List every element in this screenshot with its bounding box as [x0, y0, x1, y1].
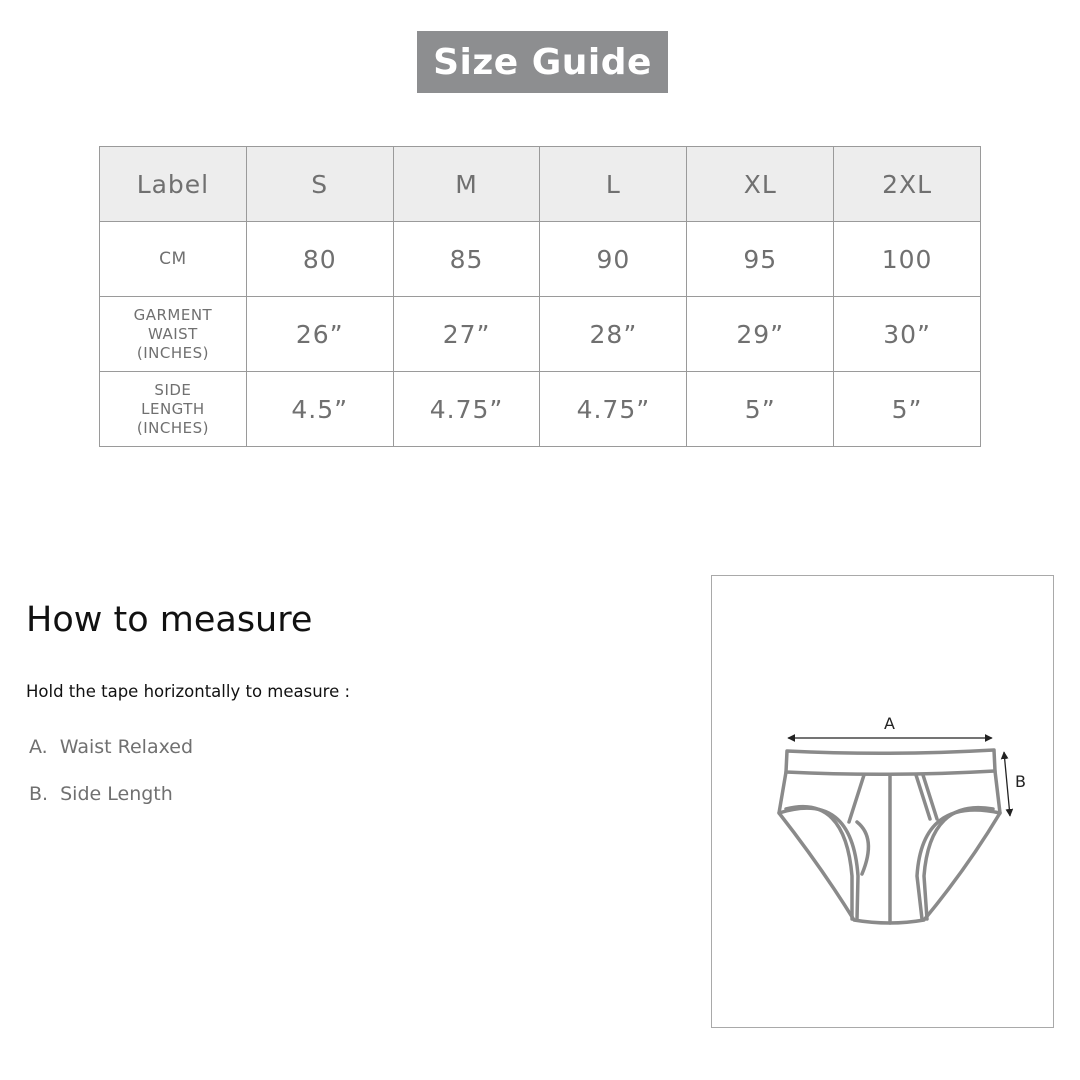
- step-letter: A.: [29, 736, 48, 758]
- table-cell: 5”: [687, 372, 834, 447]
- page-title: Size Guide: [417, 31, 668, 93]
- size-table: [99, 146, 981, 447]
- row-label: GARMENT WAIST (INCHES): [100, 297, 247, 372]
- column-header: M: [393, 147, 540, 222]
- table-cell: 26”: [246, 297, 393, 372]
- table-cell: 4.75”: [393, 372, 540, 447]
- dimension-b-arrow: [1004, 752, 1010, 816]
- table-row: [100, 372, 981, 447]
- column-header: S: [246, 147, 393, 222]
- table-cell: 85: [393, 222, 540, 297]
- table-header-row: [100, 147, 981, 222]
- table-cell: 5”: [834, 372, 981, 447]
- list-item: [29, 782, 193, 829]
- table-cell: 30”: [834, 297, 981, 372]
- how-to-measure-heading: How to measure: [26, 600, 313, 640]
- table-cell: 29”: [687, 297, 834, 372]
- column-header: Label: [100, 147, 247, 222]
- table-cell: 80: [246, 222, 393, 297]
- table-cell: 4.5”: [246, 372, 393, 447]
- table-cell: 95: [687, 222, 834, 297]
- column-header: XL: [687, 147, 834, 222]
- list-item: [29, 735, 193, 782]
- measure-instruction: Hold the tape horizontally to measure :: [26, 682, 351, 701]
- column-header: 2XL: [834, 147, 981, 222]
- table-cell: 100: [834, 222, 981, 297]
- step-text: Side Length: [60, 783, 173, 805]
- dimension-a-label: A: [884, 714, 895, 733]
- table-cell: 27”: [393, 297, 540, 372]
- briefs-illustration: [712, 576, 1055, 1029]
- table-cell: 4.75”: [540, 372, 687, 447]
- dimension-b-label: B: [1015, 772, 1026, 791]
- column-header: L: [540, 147, 687, 222]
- table-row: [100, 297, 981, 372]
- measure-steps: [29, 735, 193, 829]
- row-label: CM: [100, 222, 247, 297]
- table-row: [100, 222, 981, 297]
- step-letter: B.: [29, 783, 49, 805]
- table-cell: 90: [540, 222, 687, 297]
- row-label: SIDE LENGTH (INCHES): [100, 372, 247, 447]
- table-cell: 28”: [540, 297, 687, 372]
- measurement-diagram: [711, 575, 1054, 1028]
- step-text: Waist Relaxed: [59, 736, 194, 758]
